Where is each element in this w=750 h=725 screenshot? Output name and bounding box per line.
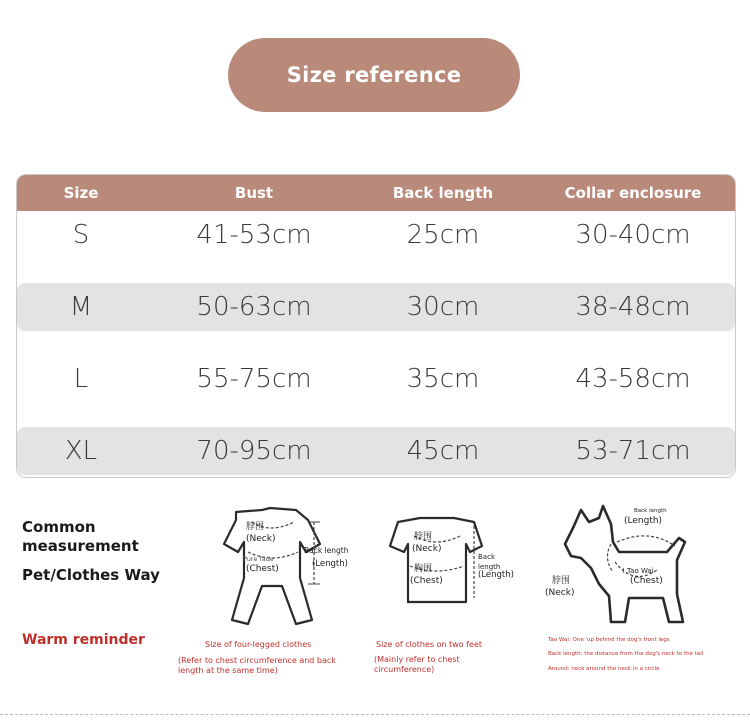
table-row	[17, 355, 735, 403]
header-bust: Bust	[234, 184, 274, 202]
two-feet-caption: Size of clothes on two feet	[376, 640, 482, 649]
dog-neck-label: (Neck)	[545, 588, 575, 598]
back-length-label: Back length	[304, 546, 349, 555]
four-legged-note: (Refer to chest circumference and back length at the same time)	[178, 656, 336, 675]
neck-label: (Neck)	[246, 534, 276, 544]
cell-collar: 53-71cm	[575, 436, 691, 466]
cell-size: M	[69, 292, 93, 322]
cell-back: 45cm	[406, 436, 480, 466]
table-row	[17, 211, 735, 259]
pet-clothes-way-label: Pet/Clothes Way	[22, 566, 160, 584]
page-title: Size reference	[286, 63, 462, 87]
dog-neck-cn-mark: 脖围	[552, 576, 571, 586]
dog-note-line-3: Around: neck around the neck in a circle	[548, 666, 660, 672]
four-legged-caption: Size of four-legged clothes	[205, 640, 312, 649]
chest-cn-mark: 胸围	[414, 564, 433, 574]
cell-back: 35cm	[406, 364, 480, 394]
length-label: (Length)	[312, 559, 348, 569]
header-collar: Collar enclosure	[564, 184, 702, 202]
cell-bust: 55-75cm	[196, 364, 312, 394]
dog-note-line-1: Tao Wai: One 'up behind the dog's front legs	[548, 637, 670, 643]
cell-collar: 30-40cm	[575, 220, 691, 250]
neck-label: (Neck)	[412, 544, 442, 554]
cell-back: 30cm	[406, 292, 480, 322]
length-label: (Length)	[478, 570, 514, 580]
cell-collar: 38-48cm	[575, 292, 691, 322]
table-row	[17, 427, 735, 475]
cell-bust: 70-95cm	[196, 436, 312, 466]
cell-size: XL	[64, 436, 98, 466]
chest-cn-label: Pure fade	[243, 555, 274, 563]
neck-cn-mark: 脖围	[246, 522, 265, 532]
dog-length-label: (Length)	[624, 516, 663, 526]
cell-size: L	[73, 364, 89, 394]
bottom-divider	[0, 714, 750, 715]
header-size: Size	[63, 184, 99, 202]
cell-bust: 50-63cm	[196, 292, 312, 322]
two-feet-note: (Mainly refer to chest circumference)	[374, 655, 460, 674]
cell-back: 25cm	[406, 220, 480, 250]
table-row	[17, 283, 735, 331]
common-measurement-label: Common measurement	[22, 518, 139, 555]
dog-tao-wai-label: ! Tao Wai	[622, 567, 654, 575]
title-banner	[228, 38, 520, 112]
cell-collar: 43-58cm	[575, 364, 691, 394]
warm-reminder-label: Warm reminder	[22, 632, 145, 648]
table-header	[17, 175, 735, 211]
cell-size: S	[72, 220, 90, 250]
size-table	[16, 174, 736, 478]
chest-label: (Chest)	[246, 564, 279, 574]
dog-note-line-2: Back length: the distance from the dog's neck to the tail	[548, 651, 704, 657]
dog-chest-label: (Chest)	[630, 576, 663, 586]
back-label: Back length	[478, 553, 501, 571]
chest-label: (Chest)	[410, 576, 443, 586]
cell-bust: 41-53cm	[196, 220, 312, 250]
header-back-length: Back length	[392, 184, 494, 202]
neck-cn-mark: 脖围	[414, 532, 433, 542]
dog-back-length-label: Back length	[634, 508, 667, 514]
